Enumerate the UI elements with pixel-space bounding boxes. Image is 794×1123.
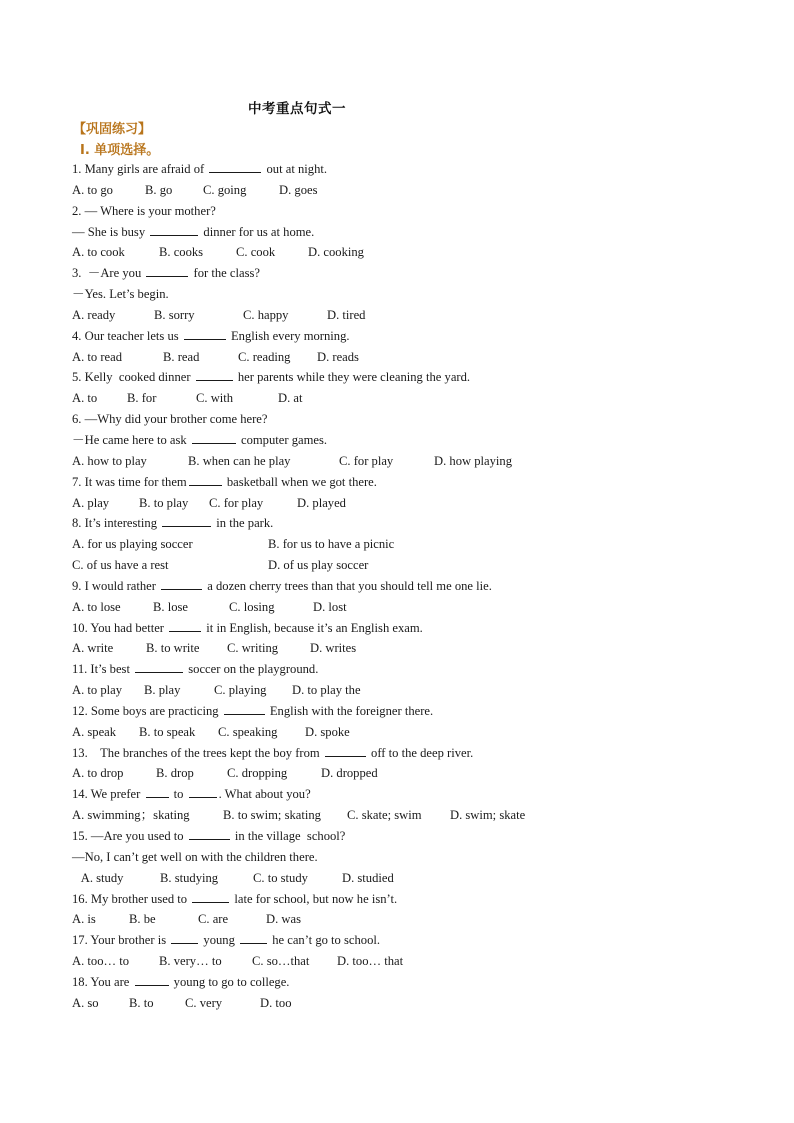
- question-stem-line: [72, 743, 752, 764]
- text-segment: 4. Our teacher lets us: [72, 328, 182, 343]
- answer-option[interactable]: B. to speak: [139, 724, 196, 739]
- options-row: [72, 722, 752, 743]
- answer-blank: [192, 432, 236, 444]
- answer-blank: [161, 578, 202, 590]
- answer-option[interactable]: A. too… to: [72, 954, 130, 969]
- text-segment: . What about you?: [218, 787, 311, 802]
- answer-blank: [189, 786, 217, 798]
- answer-option[interactable]: A. for us playing soccer: [72, 537, 193, 552]
- text-segment: —No, I can’t get well on with the children there.: [72, 849, 318, 864]
- answer-blank: [184, 328, 226, 340]
- answer-blank: [209, 161, 261, 173]
- answer-option[interactable]: B. play: [144, 683, 181, 698]
- answer-option[interactable]: D. reads: [317, 349, 359, 364]
- options-row: [72, 305, 752, 326]
- answer-option[interactable]: C. so…that: [252, 954, 310, 969]
- question-item: [72, 659, 752, 701]
- answer-option[interactable]: B. drop: [156, 766, 194, 781]
- question-stem-line: [72, 201, 752, 222]
- answer-option[interactable]: A. to read: [72, 349, 123, 364]
- question-item: [72, 743, 752, 785]
- question-item: [72, 326, 752, 368]
- answer-option[interactable]: C. happy: [243, 307, 289, 322]
- answer-option[interactable]: C. going: [203, 182, 247, 197]
- question-stem-line: [72, 618, 752, 639]
- options-row: [72, 638, 752, 659]
- answer-blank: [146, 265, 188, 277]
- answer-blank: [146, 786, 169, 798]
- question-stem-line: [72, 513, 752, 534]
- question-stem-line: [72, 367, 752, 388]
- answer-option[interactable]: D. too… that: [337, 954, 404, 969]
- text-segment: －He came here to ask: [72, 432, 190, 447]
- answer-option[interactable]: C. very: [185, 995, 223, 1010]
- options-row: [72, 388, 752, 409]
- question-item: [72, 201, 752, 264]
- answer-option[interactable]: C. speaking: [218, 724, 278, 739]
- question-stem-line: [72, 576, 752, 597]
- options-row: [72, 680, 752, 701]
- question-stem-line: [72, 472, 752, 493]
- text-segment: 11. It’s best: [72, 662, 134, 677]
- answer-option[interactable]: B. to write: [146, 641, 200, 656]
- text-segment: －Yes. Let’s begin.: [72, 287, 169, 302]
- answer-option[interactable]: A. swimming；skating: [72, 808, 190, 823]
- text-segment: 17. Your brother is: [72, 933, 170, 948]
- answer-option[interactable]: B. sorry: [154, 307, 195, 322]
- text-segment: in the park.: [213, 516, 274, 531]
- text-segment: 18. You are: [72, 974, 133, 989]
- answer-option[interactable]: A. to: [72, 391, 98, 406]
- text-segment: in the village school?: [231, 829, 346, 843]
- answer-option[interactable]: D. writes: [310, 641, 357, 656]
- question-item: [72, 618, 752, 660]
- answer-option[interactable]: B. studying: [160, 870, 219, 885]
- answer-option[interactable]: B. to: [129, 995, 154, 1010]
- answer-blank: [325, 745, 366, 757]
- answer-option[interactable]: B. be: [129, 912, 156, 927]
- options-row: [72, 909, 752, 930]
- question-item: [72, 367, 752, 409]
- text-segment: 12. Some boys are practicing: [72, 703, 222, 718]
- answer-option[interactable]: A. speak: [72, 724, 117, 739]
- answer-option[interactable]: C. dropping: [227, 766, 288, 781]
- answer-blank: [162, 515, 211, 527]
- answer-option[interactable]: B. go: [145, 182, 173, 197]
- answer-blank: [135, 974, 169, 986]
- text-segment: English every morning.: [227, 328, 350, 343]
- text-segment: 9. I would rather: [72, 578, 160, 593]
- answer-option[interactable]: A. to cook: [72, 245, 125, 260]
- text-segment: — She is busy: [72, 224, 149, 239]
- answer-option[interactable]: A. write: [72, 641, 114, 656]
- answer-option[interactable]: C. to study: [253, 870, 308, 885]
- text-segment: 14. We prefer: [72, 787, 144, 802]
- text-segment: to: [170, 787, 187, 802]
- text-segment: 10. You had better: [72, 620, 168, 635]
- question-item: [72, 930, 752, 972]
- answer-option[interactable]: D. too: [260, 995, 292, 1010]
- text-segment: out at night.: [263, 162, 328, 176]
- question-stem-line: [72, 847, 752, 868]
- text-segment: young to go to college.: [170, 974, 290, 989]
- answer-option[interactable]: C. reading: [238, 349, 291, 364]
- answer-option[interactable]: C. for play: [209, 495, 264, 510]
- options-row: [72, 555, 752, 576]
- question-item: [72, 472, 752, 514]
- answer-option[interactable]: D. was: [266, 912, 301, 927]
- answer-option[interactable]: C. for play: [339, 453, 394, 468]
- answer-option[interactable]: B. to play: [139, 495, 189, 510]
- options-row: [72, 951, 752, 972]
- text-segment: 2. — Where is your mother?: [72, 203, 216, 218]
- text-segment: computer games.: [237, 432, 328, 447]
- answer-option[interactable]: B. read: [163, 349, 200, 364]
- text-segment: he can’t go to school.: [269, 933, 381, 948]
- question-item: [72, 576, 752, 618]
- answer-option[interactable]: D. cooking: [308, 245, 364, 260]
- answer-option[interactable]: A. so: [72, 995, 99, 1010]
- answer-option[interactable]: C. cook: [236, 245, 276, 260]
- answer-option[interactable]: D. goes: [279, 182, 318, 197]
- answer-option[interactable]: A. is: [72, 912, 96, 927]
- answer-option[interactable]: D. dropped: [321, 766, 378, 781]
- answer-option[interactable]: A. play: [72, 495, 110, 510]
- text-segment: 13. The branches of the trees kept the boy from: [72, 745, 323, 760]
- question-item: [72, 263, 752, 326]
- text-segment: late for school, but now he isn’t.: [231, 891, 398, 906]
- answer-option[interactable]: B. lose: [153, 599, 188, 614]
- options-row: [72, 180, 752, 201]
- options-row: [72, 993, 752, 1014]
- text-segment: off to the deep river.: [367, 745, 474, 760]
- subsection-heading: Ⅰ. 单项选择。: [80, 143, 160, 158]
- question-item: [72, 513, 752, 576]
- question-item: [72, 701, 752, 743]
- answer-option[interactable]: D. swim; skate: [450, 808, 526, 823]
- answer-option[interactable]: C. losing: [229, 599, 275, 614]
- text-segment: English with the foreigner there.: [266, 703, 434, 718]
- answer-option[interactable]: B. for: [127, 391, 157, 406]
- question-item: [72, 784, 752, 826]
- options-row: [72, 805, 752, 826]
- answer-option[interactable]: D. spoke: [305, 724, 350, 739]
- answer-blank: [240, 932, 267, 944]
- answer-blank: [169, 620, 201, 632]
- text-segment: a dozen cherry trees than that you should tell me one lie.: [204, 578, 492, 593]
- text-segment: her parents while they were cleaning the yard.: [234, 370, 471, 385]
- question-list: [72, 159, 752, 1014]
- answer-option[interactable]: D. studied: [342, 870, 394, 885]
- answer-blank: [150, 224, 198, 236]
- answer-option[interactable]: A. to play: [72, 683, 123, 698]
- answer-blank: [171, 932, 198, 944]
- answer-option[interactable]: D. played: [297, 495, 346, 510]
- answer-option[interactable]: C. with: [196, 391, 234, 406]
- answer-option[interactable]: A. to drop: [72, 766, 124, 781]
- question-item: [72, 972, 752, 1014]
- answer-option[interactable]: D. at: [278, 391, 303, 406]
- options-row: [72, 451, 752, 472]
- question-stem-line: [72, 659, 752, 680]
- text-segment: 8. It’s interesting: [72, 516, 161, 531]
- question-item: [72, 889, 752, 931]
- answer-option[interactable]: A. to go: [72, 182, 113, 197]
- answer-blank: [224, 703, 265, 715]
- answer-blank: [189, 474, 222, 486]
- options-row: [72, 347, 752, 368]
- options-row: [72, 242, 752, 263]
- options-row: [72, 597, 752, 618]
- question-stem-line: [72, 930, 752, 951]
- answer-option[interactable]: C. playing: [214, 683, 267, 698]
- answer-option[interactable]: D. how playing: [434, 453, 513, 468]
- text-segment: young: [200, 933, 239, 948]
- text-segment: soccer on the playground.: [185, 662, 319, 677]
- question-stem-line: [72, 430, 752, 451]
- answer-option[interactable]: A. how to play: [72, 453, 147, 468]
- options-row: [72, 868, 752, 889]
- options-row: [72, 534, 752, 555]
- answer-option[interactable]: C. skate; swim: [347, 808, 422, 823]
- answer-option[interactable]: C. are: [198, 912, 229, 927]
- answer-option[interactable]: C. of us have a rest: [72, 558, 169, 573]
- answer-option[interactable]: C. writing: [227, 641, 279, 656]
- question-stem-line: [72, 784, 752, 805]
- question-item: [72, 159, 752, 201]
- answer-option[interactable]: D. lost: [313, 599, 347, 614]
- text-segment: for the class?: [190, 266, 260, 281]
- answer-option[interactable]: B. when can he play: [188, 453, 291, 468]
- text-segment: 5. Kelly cooked dinner: [72, 370, 194, 385]
- text-segment: 6. —Why did your brother come here?: [72, 412, 268, 427]
- text-segment: 3. －Are you: [72, 266, 145, 281]
- answer-option[interactable]: A. ready: [72, 307, 116, 322]
- question-stem-line: [72, 222, 752, 243]
- text-segment: 7. It was time for them: [72, 474, 187, 489]
- text-segment: it in English, because it’s an English exam.: [203, 620, 423, 635]
- question-stem-line: [72, 972, 752, 993]
- answer-option[interactable]: D. to play the: [292, 683, 361, 698]
- text-segment: 1. Many girls are afraid of: [72, 162, 208, 176]
- answer-option[interactable]: B. to swim; skating: [223, 808, 321, 823]
- question-item: [72, 826, 752, 889]
- answer-option[interactable]: D. of us play soccer: [268, 558, 369, 573]
- question-stem-line: [72, 326, 752, 347]
- answer-blank: [189, 828, 230, 840]
- text-segment: 16. My brother used to: [72, 891, 191, 906]
- text-segment: dinner for us at home.: [200, 224, 315, 239]
- question-stem-line: [72, 409, 752, 430]
- answer-option[interactable]: A. study: [72, 870, 124, 885]
- answer-blank: [196, 369, 233, 381]
- text-segment: 15. —Are you used to: [72, 829, 187, 843]
- question-stem-line: [72, 159, 752, 180]
- question-stem-line: [72, 263, 752, 284]
- section-heading: 【巩固练习】: [73, 122, 152, 137]
- question-stem-line: [72, 826, 752, 847]
- answer-option[interactable]: B. very… to: [159, 954, 222, 969]
- question-item: [72, 409, 752, 472]
- answer-option[interactable]: B. cooks: [159, 245, 204, 260]
- page-title: 中考重点句式一: [248, 101, 346, 117]
- question-stem-line: [72, 284, 752, 305]
- answer-blank: [192, 891, 229, 903]
- answer-option[interactable]: B. for us to have a picnic: [268, 537, 395, 552]
- answer-option[interactable]: D. tired: [327, 307, 366, 322]
- options-row: [72, 493, 752, 514]
- question-stem-line: [72, 889, 752, 910]
- answer-option[interactable]: A. to lose: [72, 599, 121, 614]
- options-row: [72, 763, 752, 784]
- question-stem-line: [72, 701, 752, 722]
- answer-blank: [135, 661, 183, 673]
- text-segment: basketball when we got there.: [223, 474, 377, 489]
